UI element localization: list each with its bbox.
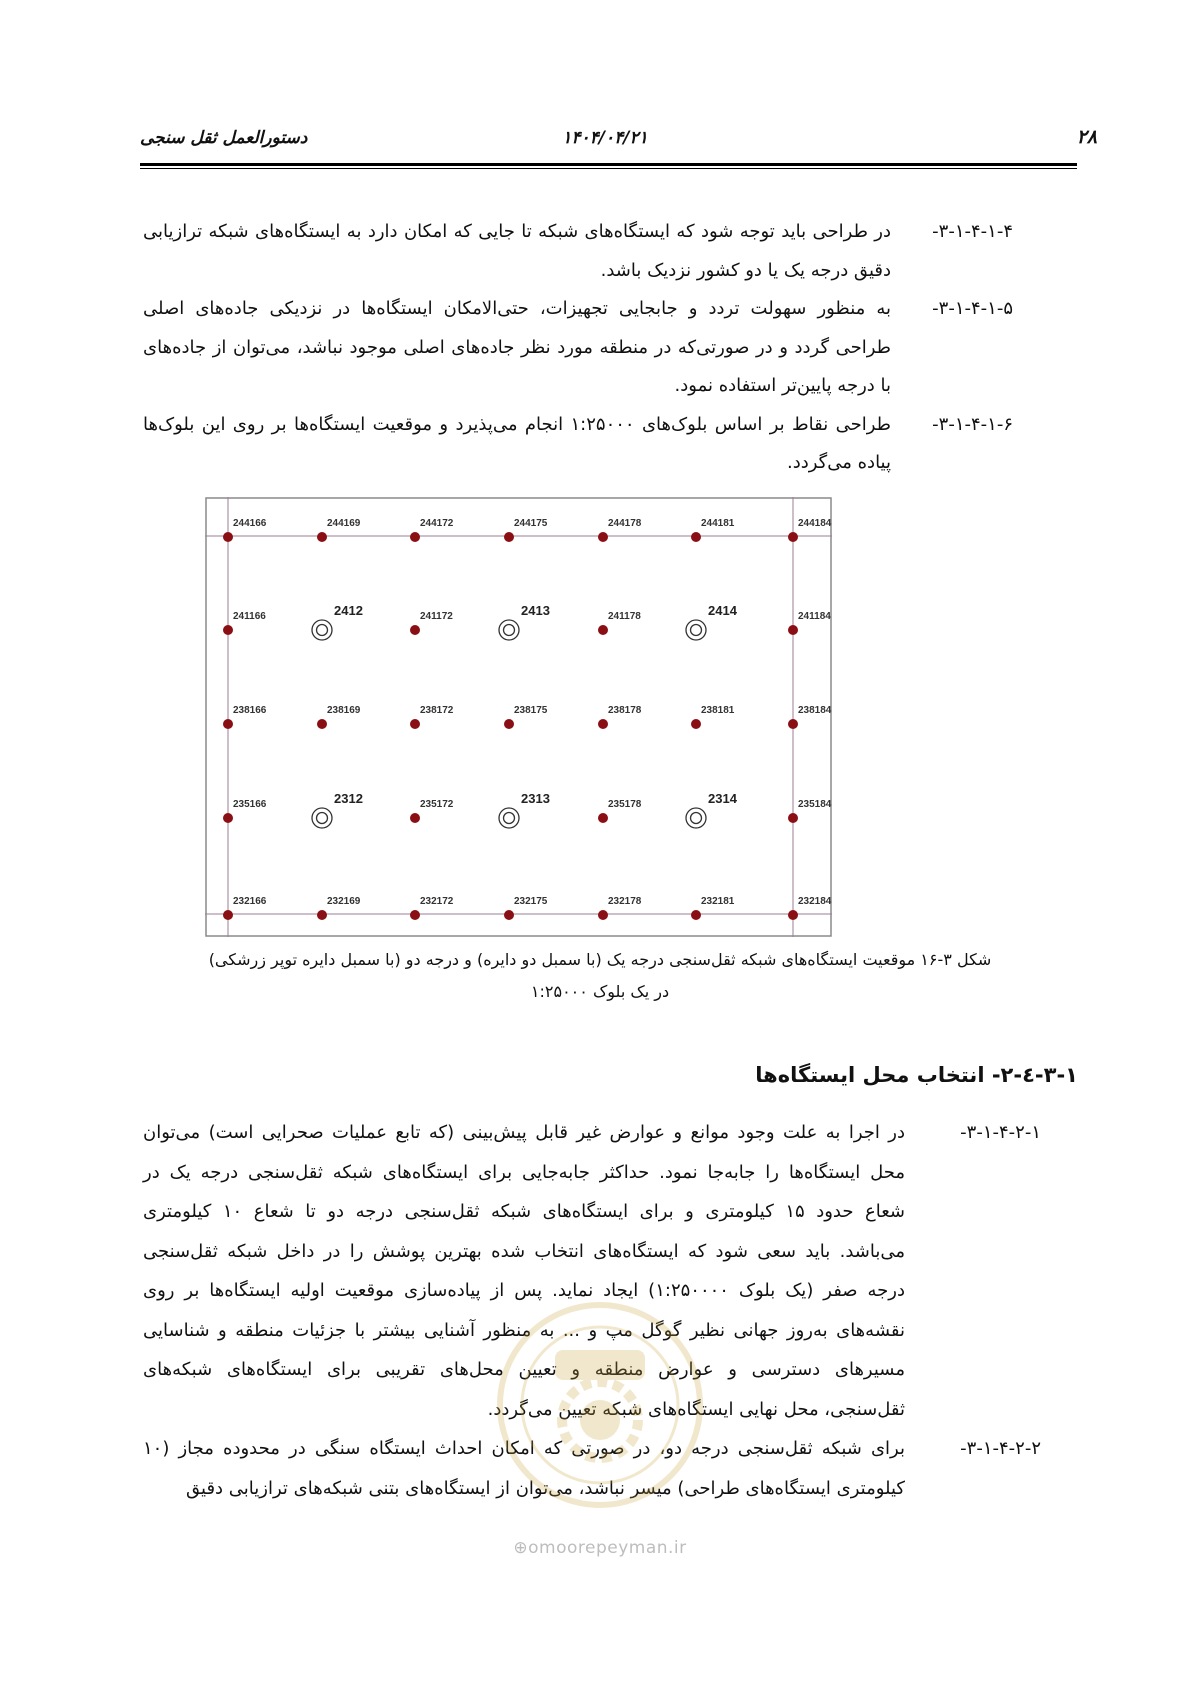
station-second-order-dot: [504, 532, 514, 542]
station-label: 244172: [420, 518, 454, 529]
item-line: نقشه‌های به‌روز جهانی نظیر گوگل مپ و ... به منظور آشنایی بیشتر با جزئیات منطقه و شناسایی: [143, 1319, 905, 1341]
figure-caption: [100, 944, 1100, 1008]
station-label: 235184: [798, 799, 832, 810]
station-label: 2312: [334, 791, 363, 806]
item-line: برای شبکه ثقل‌سنجی درجه دو، در صورتی که امکان احداث ایستگاه سنگی در محدوده مجاز (۱۰: [143, 1438, 905, 1459]
item-line: کیلومتری ایستگاه‌های طراحی) میسر نباشد، می‌توان از ایستگاه‌های بتنی شبکه‌های ترازیابی دقیق: [186, 1477, 905, 1499]
item-number: ۳-۱-۴-۱-۶-: [932, 413, 1013, 435]
page-number: ۲۸: [1076, 126, 1097, 148]
header-rule: [140, 163, 1077, 166]
watermark-seal: [485, 1290, 715, 1520]
station-second-order-dot: [788, 532, 798, 542]
station-second-order-dot: [410, 813, 420, 823]
station-second-order-dot: [598, 813, 608, 823]
station-label: 238172: [420, 705, 454, 716]
station-second-order-dot: [223, 625, 233, 635]
caption-line-2: در یک بلوک ۱:۲۵۰۰۰: [530, 982, 670, 1001]
item-number: ۳-۱-۴-۱-۴-: [932, 221, 1013, 242]
station-second-order-dot: [691, 910, 701, 920]
item-number: ۳-۱-۴-۱-۵-: [932, 298, 1013, 319]
station-label: 238178: [608, 705, 642, 716]
caption-line-1: شکل ۳-۱۶ موقعیت ایستگاه‌های شبکه ثقل‌سنجی درجه یک (با سمبل دو دایره) و درجه دو (با سمبل دایره توپر زرشکی): [208, 950, 992, 969]
item-line: به منظور سهولت تردد و جابجایی تجهیزات، حتی‌الامکان ایستگاه‌ها در نزدیکی جاده‌های اصلی: [143, 298, 891, 319]
numbered-item: [0, 213, 1191, 290]
station-label: 238166: [233, 705, 267, 716]
station-label: 244178: [608, 518, 642, 529]
station-label: 232166: [233, 896, 267, 907]
item-line: در طراحی باید توجه شود که ایستگاه‌های شبکه تا جایی که امکان دارد به ایستگاه‌های شبکه ترازیابی: [143, 221, 891, 242]
station-second-order-dot: [317, 719, 327, 729]
station-second-order-dot: [788, 625, 798, 635]
station-label: 2413: [521, 603, 550, 618]
station-label: 244175: [514, 518, 548, 529]
station-label: 232184: [798, 896, 832, 907]
station-second-order-dot: [788, 910, 798, 920]
station-second-order-dot: [598, 625, 608, 635]
item-line: ثقل‌سنجی، محل نهایی ایستگاه‌های شبکه تعیین می‌گردد.: [487, 1398, 905, 1420]
item-line: طراحی گردد و در صورتی‌که در منطقه مورد نظر جاده‌های اصلی موجود نباشد، می‌توان از جاده‌های: [143, 336, 891, 358]
station-second-order-dot: [504, 910, 514, 920]
station-label: 241166: [233, 611, 266, 622]
station-label: 235178: [608, 799, 642, 810]
station-second-order-dot: [788, 719, 798, 729]
station-label: 241172: [420, 611, 453, 622]
station-label: 2414: [708, 603, 737, 618]
item-line: در اجرا به علت وجود موانع و عوارض غیر قابل پیش‌بینی (که تابع عملیات صحرایی است) می‌توان: [143, 1122, 905, 1143]
item-line: طراحی نقاط بر اساس بلوک‌های ۱:۲۵۰۰۰ انجام می‌پذیرد و موقعیت ایستگاه‌ها بر روی این بلوک‌ها: [143, 413, 892, 435]
station-second-order-dot: [504, 719, 514, 729]
station-second-order-dot: [788, 813, 798, 823]
station-second-order-dot: [598, 910, 608, 920]
station-second-order-dot: [598, 719, 608, 729]
station-second-order-dot: [691, 719, 701, 729]
watermark-site: [500, 1538, 700, 1558]
station-second-order-dot: [223, 813, 233, 823]
item-line: می‌باشد. باید سعی شود که ایستگاه‌های انتخاب شده بهترین پوشش را در داخل شبکه ثقل‌سنجی: [143, 1240, 905, 1262]
station-grid-figure: [205, 497, 832, 937]
station-second-order-dot: [223, 719, 233, 729]
station-label: 244184: [798, 518, 832, 529]
station-label: 232169: [327, 896, 361, 907]
station-label: 232178: [608, 896, 642, 907]
item-line: محل ایستگاه‌ها را جابه‌جا نمود. حداکثر جابه‌جایی برای ایستگاه‌های شبکه ثقل‌سنجی درجه یک در: [143, 1161, 905, 1183]
station-label: 2314: [708, 791, 737, 806]
numbered-item: [0, 406, 1191, 483]
station-label: 2412: [334, 603, 363, 618]
numbered-item: [0, 290, 1191, 406]
station-second-order-dot: [410, 532, 420, 542]
station-label: 232175: [514, 896, 548, 907]
station-label: 238184: [798, 705, 832, 716]
station-second-order-dot: [410, 910, 420, 920]
station-label: 244166: [233, 518, 267, 529]
station-label: 238181: [701, 705, 735, 716]
station-second-order-dot: [223, 910, 233, 920]
item-line: دقیق درجه یک یا دو کشور نزدیک باشد.: [600, 259, 891, 281]
item-number: ۳-۱-۴-۲-۱-: [960, 1122, 1041, 1143]
station-label: 238169: [327, 705, 361, 716]
item-number: ۳-۱-۴-۲-۲-: [960, 1438, 1041, 1459]
item-line: شعاع حدود ۱۵ کیلومتری و برای ایستگاه‌های شبکه ثقل‌سنجی درجه دو تا شعاع ۱۰ کیلومتری: [143, 1201, 906, 1222]
station-second-order-dot: [691, 532, 701, 542]
station-label: 232181: [701, 896, 735, 907]
item-line: با درجه پایین‌تر استفاده نمود.: [674, 375, 891, 396]
item-line: درجه صفر (یک بلوک ۱:۲۵۰۰۰۰) ایجاد نماید. پس از پیاده‌سازی موقعیت اولیه ایستگاه‌ها بر روی: [143, 1280, 905, 1301]
header-title: دستورالعمل ثقل سنجی: [140, 128, 308, 148]
station-label: 244169: [327, 518, 361, 529]
header-date: ۱۴۰۴/۰۴/۲۱: [562, 128, 648, 148]
station-label: 2313: [521, 791, 550, 806]
station-second-order-dot: [223, 532, 233, 542]
globe-icon: ⊕: [513, 1538, 529, 1558]
watermark-site-text: omoorepeyman.ir: [528, 1538, 687, 1558]
station-second-order-dot: [410, 625, 420, 635]
section-title: ۳-۱-٤-۲- انتخاب محل ایستگاه‌ها: [755, 1063, 1078, 1087]
station-label: 232172: [420, 896, 454, 907]
station-label: 235172: [420, 799, 454, 810]
station-label: 244181: [701, 518, 735, 529]
item-line: پیاده می‌گردد.: [787, 452, 891, 473]
figure-frame: [206, 498, 831, 936]
station-label: 241178: [608, 611, 641, 622]
station-second-order-dot: [598, 532, 608, 542]
station-second-order-dot: [317, 910, 327, 920]
station-label: 241184: [798, 611, 831, 622]
station-second-order-dot: [317, 532, 327, 542]
station-label: 238175: [514, 705, 548, 716]
station-label: 235166: [233, 799, 267, 810]
item-line: مسیرهای دسترسی و عوارض منطقه و تعیین محل‌های تقریبی برای ایستگاه‌های شبکه‌های: [143, 1359, 905, 1380]
header-rule-thin: [140, 168, 1077, 169]
station-second-order-dot: [410, 719, 420, 729]
